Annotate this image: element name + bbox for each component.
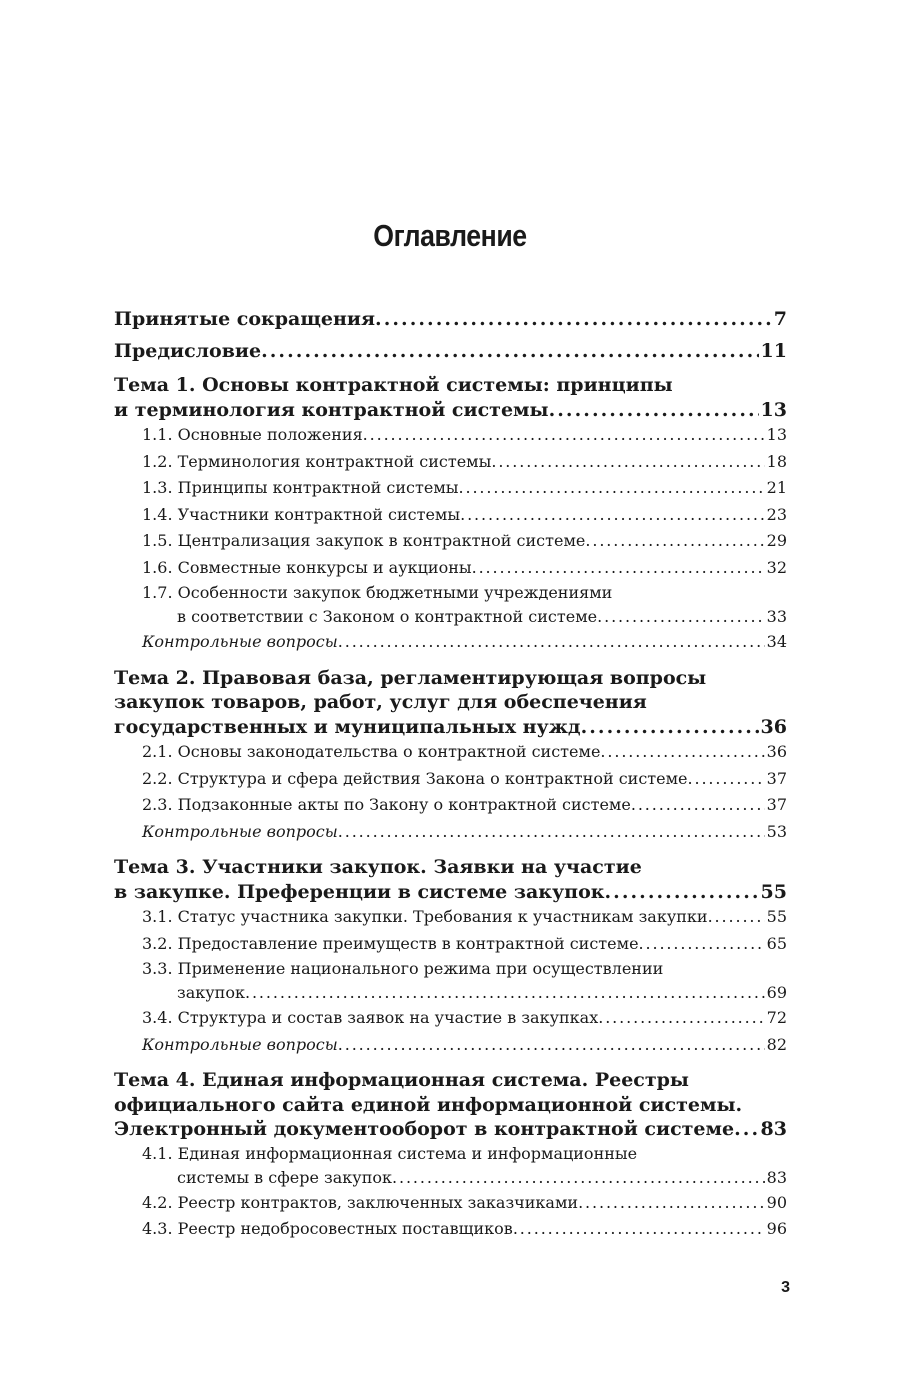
dot-leader (513, 1216, 765, 1243)
dot-leader (338, 819, 765, 846)
subsection-entry[interactable] (114, 739, 787, 766)
subsection-line: 1.7. Особенности закупок бюджетными учреждениями (142, 583, 613, 602)
dot-leader (338, 1032, 765, 1059)
entry-title: 4.2. Реестр контрактов, заключенных заказчиками (142, 1192, 579, 1212)
entry-title: Принятые сокращения (114, 308, 376, 330)
dot-leader (245, 981, 765, 1005)
subsection-entry[interactable] (114, 502, 787, 529)
entry-title: 1.5. Централизация закупок в контрактной системе (142, 531, 586, 550)
subsection-entry[interactable] (114, 449, 787, 476)
entry-title: 3.1. Статус участника закупки. Требования к участникам закупки (142, 907, 708, 926)
entry-page: 7 (773, 308, 787, 330)
topic-heading-entry[interactable] (114, 1117, 787, 1142)
entry-title: 2.2. Структура и сфера действия Закона о контрактной системе (142, 768, 688, 788)
subsection-entry[interactable] (114, 1190, 787, 1217)
entry-page: 53 (766, 821, 787, 841)
entry-page: 36 (760, 715, 787, 738)
dot-leader (549, 398, 759, 423)
entry-title: в закупке. Преференции в системе закупок (114, 880, 605, 903)
entry-page: 69 (766, 983, 787, 1002)
topic-heading-line: Тема 4. Единая информационная система. Реестры (114, 1069, 689, 1091)
entry-page: 37 (766, 768, 787, 788)
subsection-entry[interactable] (114, 792, 787, 819)
dot-leader (639, 931, 765, 958)
subsection-entry[interactable] (114, 931, 787, 958)
topic-heading-entry[interactable] (114, 880, 787, 905)
entry-title: 2.1. Основы законодательства о контрактной системе (142, 742, 601, 761)
subsection-entry[interactable] (114, 1005, 787, 1032)
entry-title: 1.3. Принципы контрактной системы (142, 478, 459, 497)
topic-heading-line: Тема 2. Правовая база, регламентирующая вопросы (114, 666, 707, 689)
entry-page: 72 (766, 1008, 787, 1027)
dot-leader (600, 739, 764, 766)
dot-leader (338, 629, 765, 656)
dot-leader (578, 1190, 765, 1217)
entry-page: 29 (766, 531, 787, 550)
subsection-entry[interactable] (114, 555, 787, 582)
subsection-entry[interactable] (114, 904, 787, 931)
entry-page: 82 (766, 1034, 787, 1054)
subsection-entry[interactable] (114, 766, 787, 793)
subsection-entry[interactable] (114, 605, 787, 629)
entry-title: 1.2. Терминология контрактной системы (142, 451, 492, 471)
table-of-contents (114, 307, 787, 1243)
dot-leader (460, 502, 765, 529)
topic-heading-line: Тема 3. Участники закупок. Заявки на участие (114, 856, 642, 878)
entry-page: 36 (766, 742, 787, 761)
subsection-entry[interactable] (114, 528, 787, 555)
dot-leader (363, 422, 765, 449)
entry-title: Контрольные вопросы (142, 821, 338, 841)
entry-page: 83 (760, 1118, 787, 1140)
toc-topic (114, 666, 787, 846)
entry-page: 37 (766, 795, 787, 814)
entry-page: 32 (766, 557, 787, 577)
dot-leader (459, 475, 765, 502)
entry-title: 1.4. Участники контрактной системы (142, 504, 461, 524)
entry-title: 3.4. Структура и состав заявок на участие в закупках (142, 1008, 599, 1027)
dot-leader (708, 904, 765, 931)
subsection-entry[interactable] (114, 422, 787, 449)
dot-leader (585, 528, 764, 555)
topic-heading-line: официального сайта единой информационной системы. (114, 1093, 743, 1116)
entry-page: 11 (760, 339, 787, 362)
entry-title: Электронный документооборот в контрактной системе (114, 1118, 735, 1140)
page-title: Оглавление (373, 218, 527, 253)
entry-page: 55 (760, 880, 787, 903)
toc-topic (114, 1068, 787, 1243)
review-questions-entry[interactable] (114, 1032, 787, 1059)
entry-title: 1.6. Совместные конкурсы и аукционы (142, 557, 472, 577)
subsection-entry[interactable] (114, 981, 787, 1005)
entry-page: 90 (766, 1192, 787, 1212)
entry-title: Контрольные вопросы (142, 632, 338, 651)
subsection-entry[interactable] (114, 1166, 787, 1190)
entry-title: Контрольные вопросы (142, 1034, 338, 1054)
entry-title: в соответствии с Законом о контрактной системе (177, 607, 598, 626)
entry-page: 23 (766, 504, 787, 524)
dot-leader (581, 715, 759, 740)
entry-page: 13 (760, 398, 787, 421)
dot-leader (597, 605, 765, 629)
topic-heading-entry[interactable] (114, 715, 787, 740)
topic-heading-line: закупок товаров, работ, услуг для обеспечения (114, 691, 647, 713)
entry-page: 21 (766, 478, 787, 497)
entry-title: 4.3. Реестр недобросовестных поставщиков (142, 1219, 513, 1238)
dot-leader (491, 449, 764, 476)
dot-leader (631, 792, 765, 819)
page-number: 3 (781, 1279, 790, 1296)
entry-title: 1.1. Основные положения (142, 425, 363, 444)
review-questions-entry[interactable] (114, 819, 787, 846)
entry-page: 83 (766, 1167, 787, 1187)
topic-heading-entry[interactable] (114, 398, 787, 423)
entry-title: государственных и муниципальных нужд (114, 715, 581, 738)
entry-title: системы в сфере закупок (177, 1167, 392, 1187)
entry-title: 3.2. Предоставление преимуществ в контрактной системе (142, 933, 639, 953)
entry-page: 33 (766, 607, 787, 626)
entry-title: 2.3. Подзаконные акты по Закону о контрактной системе (142, 795, 631, 814)
entry-title: и терминология контрактной системы (114, 398, 549, 421)
toc-topic (114, 373, 787, 656)
subsection-line: 4.1. Единая информационная система и информационные (142, 1143, 638, 1163)
dot-leader (392, 1166, 765, 1190)
entry-page: 65 (766, 933, 787, 953)
dot-leader (261, 339, 758, 364)
entry-page: 34 (766, 632, 787, 651)
toc-topic (114, 855, 787, 1058)
entry-title: Предисловие (114, 339, 262, 362)
subsection-line: 3.3. Применение национального режима при осуществлении (142, 959, 664, 978)
subsection-entry[interactable] (114, 1216, 787, 1243)
entry-page: 13 (766, 425, 787, 444)
dot-leader (734, 1117, 758, 1142)
entry-page: 18 (766, 451, 787, 471)
dot-leader (375, 307, 772, 332)
toc-entry-front[interactable] (114, 307, 787, 332)
entry-page: 96 (766, 1219, 787, 1238)
dot-leader (472, 555, 765, 582)
entry-page: 55 (766, 907, 787, 926)
entry-title: закупок (177, 983, 245, 1002)
toc-entry-front[interactable] (114, 339, 787, 364)
review-questions-entry[interactable] (114, 629, 787, 656)
dot-leader (604, 880, 758, 905)
subsection-entry[interactable] (114, 475, 787, 502)
topic-heading-line: Тема 1. Основы контрактной системы: принципы (114, 374, 673, 396)
dot-leader (598, 1005, 764, 1032)
dot-leader (688, 766, 765, 793)
